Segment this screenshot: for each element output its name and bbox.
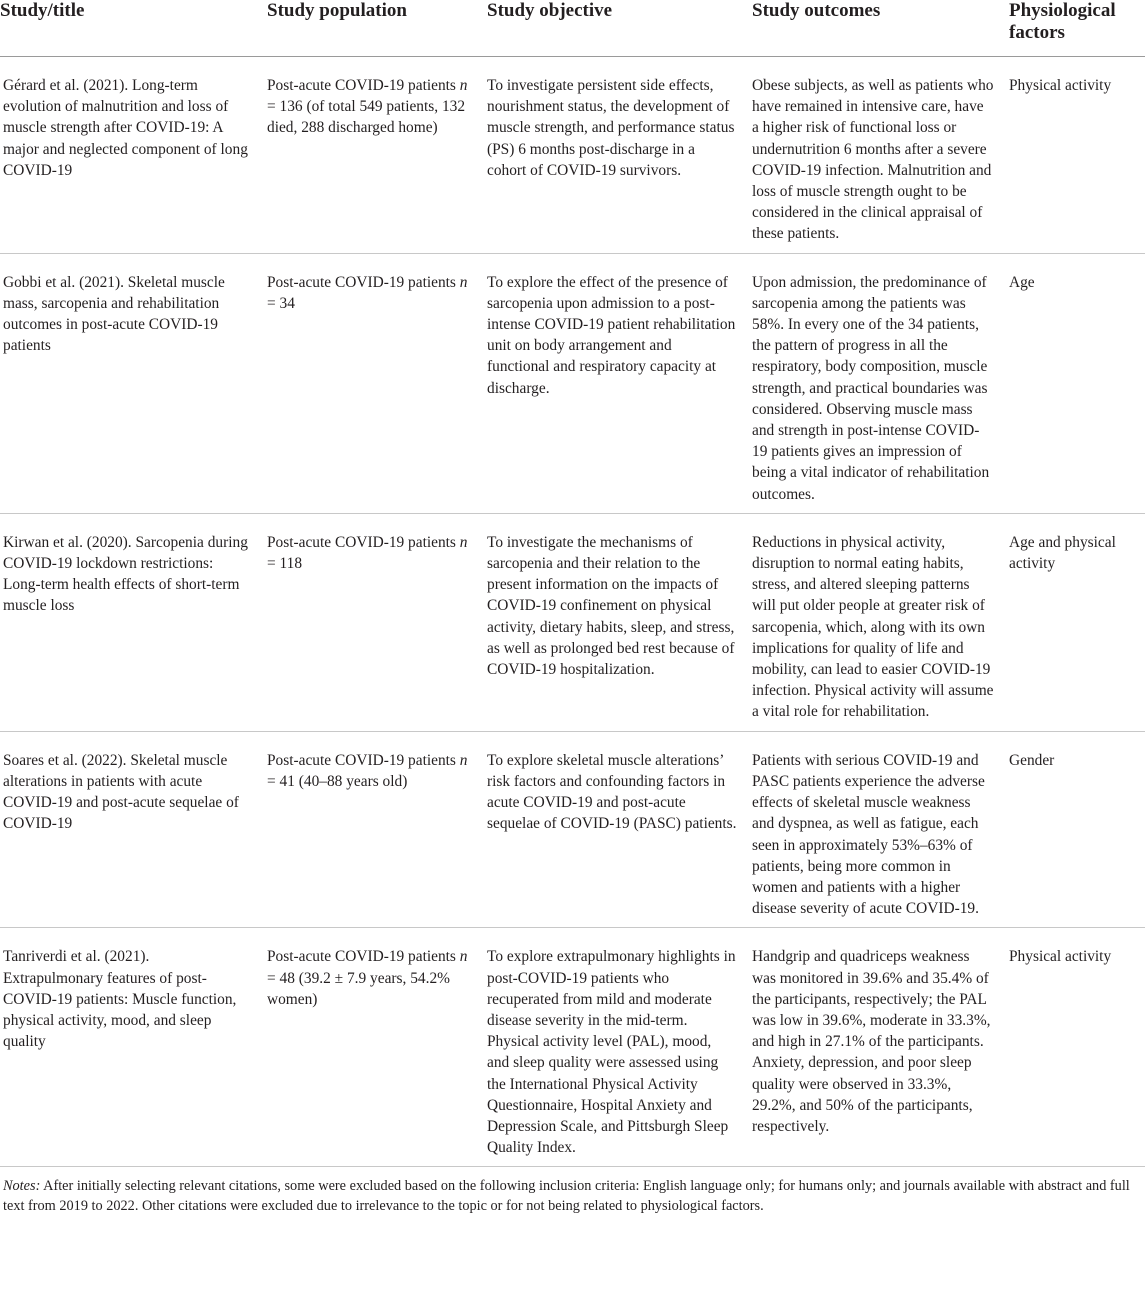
table-row [0, 57, 1145, 254]
cell-outcomes: Obese subjects, as well as patients who have remained in intensive care, have a higher risk of functional loss or undernutrition 6 months after a severe COVID-19 infection. Malnutrition and loss of muscle strength ought to be considered in the clinical appraisal of these patients. [745, 57, 1002, 254]
cell-title: Kirwan et al. (2020). Sarcopenia during COVID-19 lockdown restrictions: Long-term health effects of short-term muscle loss [0, 513, 260, 731]
cell-factors: Physical activity [1002, 928, 1145, 1167]
table-notes [0, 1167, 1145, 1216]
cell-outcomes: Reductions in physical activity, disruption to normal eating habits, stress, and altered sleeping patterns will put older people at greater risk of sarcopenia, which, along with its own implications for quality of life and mobility, can lead to easier COVID-19 infection. Physical activity will assume a vital role for rehabilitation. [745, 513, 1002, 731]
cell-title: Soares et al. (2022). Skeletal muscle alterations in patients with acute COVID-19 and post-acute sequelae of COVID-19 [0, 731, 260, 928]
population-n-symbol: n [459, 948, 468, 966]
cell-objective: To investigate persistent side effects, nourishment status, the development of muscle strength, and performance status (PS) 6 months post-discharge in a cohort of COVID-19 survivors. [480, 57, 745, 254]
population-count: = 118 [267, 555, 303, 573]
header-physiological-factors: Physiological factors [1002, 0, 1145, 57]
notes-text: After initially selecting relevant citations, some were excluded based on the following inclusion criteria: English language only; for humans only; and journals available with abstract and full text from 2019 to 2022. Other citations were excluded due to irrelevance to the topic or for not being related to physiological factors. [3, 1178, 1130, 1215]
cell-factors: Gender [1002, 731, 1145, 928]
population-text: Post-acute COVID-19 patients [267, 273, 460, 291]
population-n-symbol: n [459, 77, 468, 94]
population-count: = 41 (40–88 years old) [267, 772, 408, 790]
cell-population [260, 253, 480, 513]
population-n-symbol: n [459, 751, 468, 769]
population-count: = 48 (39.2 ± 7.9 years, 54.2% women) [267, 969, 450, 1008]
cell-title: Gobbi et al. (2021). Skeletal muscle mass, sarcopenia and rehabilitation outcomes in post-acute COVID-19 patients [0, 253, 260, 513]
header-study-outcomes: Study outcomes [745, 0, 1002, 57]
cell-population [260, 731, 480, 928]
population-count: = 136 (of total 549 patients, 132 died, 288 discharged home) [267, 98, 466, 137]
table-header-row [0, 0, 1145, 57]
cell-population [260, 57, 480, 254]
cell-objective: To investigate the mechanisms of sarcopenia and their relation to the present information on the impacts of COVID-19 confinement on physical activity, dietary habits, sleep, and stress, as well as prolonged bed rest because of COVID-19 hospitalization. [480, 513, 745, 731]
population-text: Post-acute COVID-19 patients [267, 948, 460, 966]
cell-objective: To explore skeletal muscle alterations’ risk factors and confounding factors in acute COVID-19 and post-acute sequelae of COVID-19 (PASC) patients. [480, 731, 745, 928]
cell-outcomes: Upon admission, the predominance of sarcopenia among the patients was 58%. In every one of the 34 patients, the pattern of progress in all the respiratory, body composition, muscle strength, and practical boundaries was considered. Observing muscle mass and strength in post-intense COVID-19 patients gives an impression of being a vital indicator of rehabilitation outcomes. [745, 253, 1002, 513]
table-row [0, 253, 1145, 513]
population-text: Post-acute COVID-19 patients [267, 77, 460, 94]
header-study-title: Study/title [0, 0, 260, 57]
cell-factors: Age [1002, 253, 1145, 513]
cell-outcomes: Handgrip and quadriceps weakness was monitored in 39.6% and 35.4% of the participants, respectively; the PAL was low in 39.6%, moderate in 33.3%, and high in 27.1% of the participants. Anxiety, depression, and poor sleep quality were observed in 33.3%, 29.2%, and 50% of the participants, respectively. [745, 928, 1002, 1167]
cell-title: Gérard et al. (2021). Long-term evolution of malnutrition and loss of muscle strength after COVID-19: A major and neglected component of long COVID-19 [0, 57, 260, 254]
cell-population [260, 928, 480, 1167]
table-row [0, 928, 1145, 1167]
header-study-objective: Study objective [480, 0, 745, 57]
cell-population [260, 513, 480, 731]
cell-title: Tanriverdi et al. (2021). Extrapulmonary features of post-COVID-19 patients: Muscle function, physical activity, mood, and sleep quality [0, 928, 260, 1167]
population-text: Post-acute COVID-19 patients [267, 751, 460, 769]
population-count: = 34 [267, 294, 295, 312]
cell-objective: To explore the effect of the presence of sarcopenia upon admission to a post-intense COVID-19 patient rehabilitation unit on body arrangement and functional and respiratory capacity at discharge. [480, 253, 745, 513]
population-n-symbol: n [459, 533, 468, 551]
population-n-symbol: n [459, 273, 468, 291]
cell-outcomes: Patients with serious COVID-19 and PASC patients experience the adverse effects of skeletal muscle weakness and dyspnea, as well as fatigue, each seen in approximately 53%–63% of patients, being more common in women and patients with a higher disease severity of acute COVID-19. [745, 731, 1002, 928]
cell-factors: Physical activity [1002, 57, 1145, 254]
table-row [0, 731, 1145, 928]
population-text: Post-acute COVID-19 patients [267, 533, 460, 551]
header-study-population: Study population [260, 0, 480, 57]
cell-factors: Age and physical activity [1002, 513, 1145, 731]
notes-label: Notes: [3, 1178, 41, 1195]
table-row [0, 513, 1145, 731]
cell-objective: To explore extrapulmonary highlights in post-COVID-19 patients who recuperated from mild and moderate disease severity in the mid-term. Physical activity level (PAL), mood, and sleep quality were assessed using the International Physical Activity Questionnaire, Hospital Anxiety and Depression Scale, and Pittsburgh Sleep Quality Index. [480, 928, 745, 1167]
